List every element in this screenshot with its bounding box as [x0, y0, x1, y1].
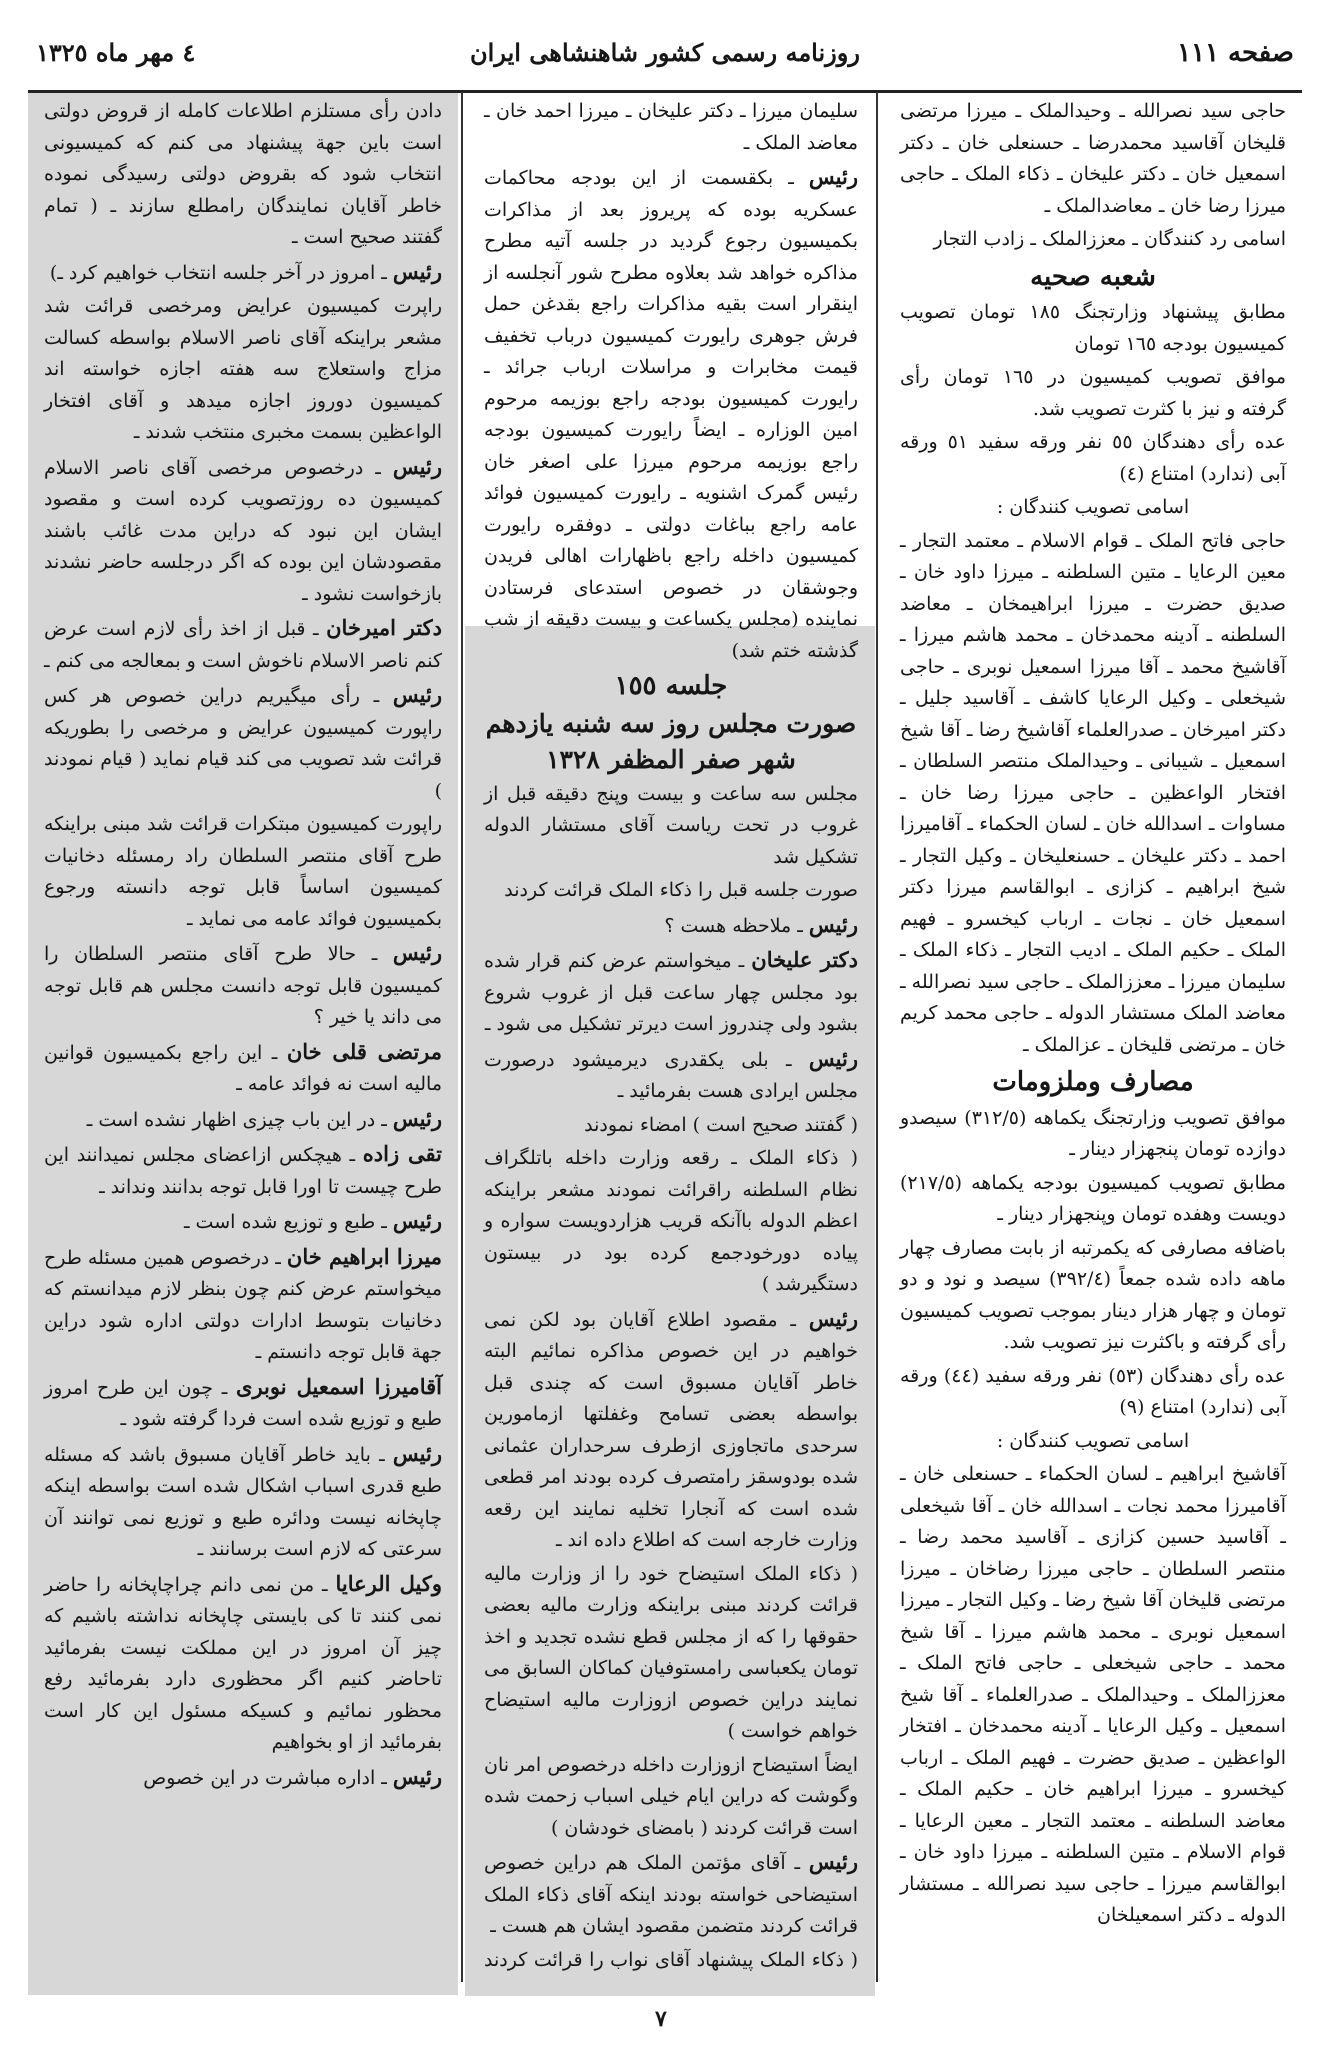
issue-date: ٤ مهر ماه ١٣٢٥ [36, 38, 196, 67]
paragraph: حاجی فاتح الملک ـ قوام الاسلام ـ معتمد التجار ـ معین الرعایا ـ متین السلطنه ـ میرزا داود خان ـ صدیق حضرت ـ میرزا ابراهیمخان ـ معاضد السلطنه ـ آدینه محمدخان ـ محمد هاشم میرزا ـ آقاشیخ محمد ـ آقا میرزا اسمعیل نوبری ـ حاجی شیخعلی ـ وکیل الرعایا کاشف ـ آقاسید جلیل ـ دکتر امیرخان ـ صدرالعلماء آقاشیخ رضا ـ آقا شیخ اسمعیل ـ شیبانی ـ وحیدالملک منتصر السلطان ـ افتخار الواعظین ـ حاجی میرزا رضا خان ـ مساوات ـ اسدالله خان ـ لسان الحکماء ـ آقامیرزا احمد ـ دکتر علیخان ـ حسنعلیخان ـ وکیل التجار ـ شیخ ابراهیم ـ کزازی ـ ابوالقاسم میرزا دکتر اسمعیل خان ـ نجات ـ ارباب کیخسرو ـ فهیم الملک ـ حکیم الملک ـ ادیب التجار ـ ذکاء الملک ـ سلیمان میرزا ـ معززالملک ـ حاجی سید نصرالله ـ معاضد الملک مستشار الدوله ـ حاجی محمد کریم خان ـ مرتضی قلیخان ـ عزالملک ـ [900, 529, 1286, 1056]
paragraph-text: ـ آقای مؤتمن الملک هم دراین خصوص استیضاحی خواسته بودند اینکه آقای ذکاء الملک قرائت کردند متضمن مقصود ایشان هم هست ـ [484, 1852, 858, 1937]
speaker-name: دکتر امیرخان [326, 615, 442, 640]
column-middle [468, 92, 874, 1980]
masthead-title: روزنامه رسمی کشور شاهنشاهی ایران [470, 38, 860, 67]
speaker-name: میرزا ابراهیم خان [286, 1243, 442, 1269]
paragraph-text: ـ چون این طرح امروز طبع و توزیع شده است فردا گرفته شود ـ [44, 1376, 442, 1430]
speaker-name: رئیس [392, 682, 442, 707]
speaker-name: رئیس [392, 1440, 442, 1466]
paragraph [44, 1568, 442, 1759]
paragraph [484, 1303, 858, 1557]
paragraph: صورت جلسه قبل را ذکاء الملک قرائت کردند [504, 879, 858, 901]
paragraph [44, 679, 442, 807]
paragraph-text: ـ حالا طرح آقای منتصر السلطان را کمیسیون قابل توجه دانست مجلس هم قابل توجه می داند یا خیر ؟ [44, 943, 442, 1028]
speaker-name: رئیس [808, 1305, 858, 1331]
paragraph [44, 1103, 442, 1137]
paragraph-text: ـ اداره مباشرت در این خصوص [143, 1766, 387, 1789]
paragraph [44, 937, 442, 1034]
session-title: صورت مجلس روز سه شنبه یازدهم [485, 708, 857, 738]
paragraph [484, 161, 858, 667]
paragraph-text: ـ رأی میگیریم دراین خصوص هر کس راپورت کمیسیون عرایض و مرخصی را بطوریکه قرائت شد تصویب می کند قیام نماید ( قیام نمودند ) [44, 685, 442, 802]
speaker-name: رئیس [392, 1105, 442, 1131]
section-title: شعبه صحیه [1030, 261, 1156, 292]
paragraph-text: ـ امروز در آخر جلسه انتخاب خواهیم کرد ـ) [49, 261, 387, 284]
paragraph-text: ـ در این باب چیزی اظهار نشده است ـ [86, 1108, 387, 1131]
paragraph: حاجی سید نصرالله ـ وحیدالملک ـ میرزا مرتضی قلیخان آقاسید محمدرضا ـ حسنعلی خان ـ دکتر اسمعیل خان ـ دکتر علیخان ـ ذکاء الملک ـ حاجی میرزا رضا خان ـ معاضدالملک ـ [900, 100, 1286, 217]
paragraph-text: ـ بلی یکقدری دیرمیشود درصورت مجلس ایرادی هست بفرمائید ـ [484, 1048, 858, 1102]
paragraph: ( ذکاء الملک ـ رقعه وزارت داخله باتلگراف نظام السلطنه راقرائت نمودند مشعر براینکه اعظم الدوله باآنکه قریب هزاردویست سواره و پیاده دورخودجمع کرده بود در بیستون دستگیرشد ) [484, 1147, 858, 1295]
speaker-name: رئیس [808, 164, 858, 189]
paragraph: عده رأی دهندگان (٥٣) نفر ورقه سفید (٤٤) ورقه آبی (ندارد) امتناع (٩) [900, 1364, 1286, 1418]
speaker-name: رئیس [392, 453, 443, 479]
paragraph-text: ـ قبل از اخذ رأی لازم است عرض کنم ناصر الاسلام ناخوش است و بمعالجه می کنم ـ [44, 618, 442, 672]
speaker-name: رئیس [808, 1045, 858, 1071]
column-rule-left [461, 92, 463, 1982]
paragraph [44, 1371, 442, 1436]
speaker-name: رئیس [808, 1849, 858, 1874]
column-left [28, 92, 458, 1980]
paragraph: ایضاً استیضاح ازوزارت داخله درخصوص امر نان وگوشت که دراین ایام خیلی اسباب زحمت شده است قرائت کردند ( بامضای خودشان ) [484, 1753, 858, 1839]
paragraph: باضافه مصارفی که یکمرتبه از بابت مصارف چهار ماهه داده شده جمعاً (٣٩٢/٤) سیصد و نود و دو تومان و چهار هزار دینار بموجب تصویب کمیسیون رأی گرفته و باکثرت نیز تصویب شد. [900, 1236, 1287, 1353]
speaker-name: رئیس [392, 258, 442, 284]
speaker-name: دکتر علیخان [751, 947, 859, 972]
column-rule-right [876, 92, 878, 1982]
page-header [28, 26, 1302, 93]
paragraph: اسامی رد کنندگان ـ معززالملک ـ زادب التجار [933, 228, 1286, 250]
speaker-name: مرتضی قلی خان [286, 1038, 442, 1064]
paragraph: ( ذکاء الملک استیضاح خود را از وزارت مالیه قرائت کردند مبنی براینکه وزارت مالیه بعضی حقوقها را که از مجلس قطع نشده تجدید و اخذ تومان یکعباسی رامستوفیان کماکان السابق می نمایند دراین خصوص ازوزارت مالیه استیضاح خواهم خواست ) [484, 1562, 858, 1742]
paragraph-text: ـ مقصود اطلاع آقایان بود لکن نمی خواهیم در این خصوص مذاکره نمائیم البته خاطر آقایان مسبوق است که چندی قبل بواسطه بعضی تسامح وغفلتها ازمامورین سرحدی ماتجاوزی ازطرف سرحداران عثمانی شده بودوسقز رامتصرف کرده بودند امر قطعی شده است که آنجارا تخلیه نمایند این رقعه وزارت خارجه است که اطلاع داده اند ـ [484, 1308, 858, 1551]
paragraph-text: ـ درخصوص همین مسئله طرح میخواستم عرض کنم چون بنظر لازم میدانستم که دخانیات بتوسط ادارات دولتی اداره شود دراین جهة قابل توجه دانستم ـ [44, 1246, 442, 1363]
paragraph [484, 944, 858, 1041]
paragraph: موافق تصویب کمیسیون در ١٦٥ تومان رأی گرفته و نیز با کثرت تصویب شد. [900, 366, 1287, 420]
paragraph: آقاشیخ ابراهیم ـ لسان الحکماء ـ حسنعلی خان ـ آقامیرزا محمد نجات ـ اسدالله خان ـ آقا شیخعلی ـ آقاسید حسین کزازی ـ آقاسید محمد رضا ـ منتصر السلطان ـ حاجی میرزا رضاخان ـ میرزا مرتضی قلیخان آقا شیخ رضا ـ وکیل التجار ـ میرزا اسمعیل نوبری ـ محمد هاشم میرزا ـ آقا شیخ محمد ـ حاجی شیخعلی ـ حاجی فاتح الملک ـ معززالملک ـ وحیدالملک ـ صدرالعلماء ـ آقا شیخ اسمعیل ـ وکیل الرعایا ـ آدینه محمدخان ـ افتخار الواعظین ـ صدیق حضرت ـ فهیم الملک ـ ارباب کیخسرو ـ میرزا ابراهیم خان ـ حکیم الملک ـ معاضد السلطنه ـ معتمد التجار ـ معین الرعایا ـ قوام الاسلام ـ متین السلطنه ـ میرزا داود خان ـ ابوالقاسم میرزا ـ حاجی سید نصرالله ـ مستشار الدوله ـ دکتر اسمعیلخان [900, 1463, 1286, 1926]
paragraph [44, 451, 442, 611]
paragraph-text: ـ باید خاطر آقایان مسبوق باشد که مسئله طبع قدری اسباب اشکال شده است بواسطه اینکه چاپخانه نیست ودائره طبع و توزیع نمی توانند آن سرعتی که لازم است برسانند ـ [44, 1443, 442, 1560]
paragraph [44, 1205, 442, 1239]
paragraph: راپورت کمیسیون مبتکرات قرائت شد مبنی براینکه طرح آقای منتصر السلطان راد رمسئله دخانیات کمیسیون اساساً قابل توجه دانسته ورجوع بکمیسیون فوائد عامه می نماید ـ [44, 813, 442, 930]
paragraph: عده رأی دهندگان ٥٥ نفر ورقه سفید ٥١ ورقه آبی (ندارد) امتناع (٤) [900, 431, 1286, 485]
paragraph-text: ـ درخصوص مرخصی آقای ناصر الاسلام کمیسیون ده روزتصویب کرده است و مقصود ایشان این نبود که دراین مدت غائب باشند مقصودشان این بوده که اگر درجلسه حاضر نشدند بازخواست نشود ـ [44, 456, 443, 605]
session-number: جلسه ١٥٥ [614, 671, 728, 701]
paragraph-text: ـ بکقسمت از این بودجه محاکمات عسکریه بوده که پریروز بعد از مذاکرات بکمیسیون رجوع گردید در جلسه آتیه مطرح مذاکره خواهد شد بعلاوه مطرح شور آنجلسه از اینقرار است بقیه مذاکرات راجع بقدغن حمل فرش جوهری رایورت کمیسیون درباب تخفیف قیمت مخابرات و مراسلات ارباب جرائد ـ رایورت کمیسیون بودجه راجع بوزیمه مرحوم امین الوزاره ـ ایضاً رایورت کمیسیون بودجه راجع بوزیمه مرحوم میرزا علی اصغر خان رئیس گمرک اشنویه ـ رایورت کمیسیون فوائد عامه راجع بباغات دولتی ـ دوفقره رایورت کمیسیون داخله راجع باظهارات اهالی فریدن وجوشقان در خصوص استدعای فرستادن نماینده (مجلس یکساعت و بیست دقیقه از شب گذشته ختم شد) [484, 167, 858, 662]
paragraph: دادن رأی مستلزم اطلاعات کامله از قروض دولتی است باین جهة پیشنهاد می کنم که کمیسیونی انتخاب شود که بقروض دولتی رسیدگی نموده خاطر آقایان نمایندگان رامطلع سازند ـ ( تمام گفتند صحیح است ـ [44, 100, 442, 248]
paragraph-text: ـ من نمی دانم چراچاپخانه را حاضر نمی کنند تا کی بایستی چاپخانه نداشته باشیم که چیز آن امروز در این مملکت نیست بفرمائید تاحاضر کنیم اگر محظوری دارد بفرمائید رفع محظور نمائیم و کسیکه مسئول این کار است بفرمائید از او بخواهیم [44, 1573, 442, 1753]
paragraph: سلیمان میرزا ـ دکتر علیخان ـ میرزا احمد خان ـ معاضد الملک ـ [484, 100, 858, 154]
paragraph-text: ـ طبع و توزیع شده است ـ [183, 1211, 387, 1233]
paragraph: مطابق تصویب کمیسیون بودجه یکماهه (٢١٧/٥) دویست وهفده تومان وپنجهزار دینار ـ [900, 1171, 1286, 1225]
paragraph [44, 1138, 442, 1203]
paragraph-text: ـ این راجع بکمیسیون قوانین مالیه است نه فوائد عامه ـ [44, 1041, 442, 1095]
page-number: ٧ [655, 2006, 667, 2032]
session-date: شهر صفر المظفر ١٣٢٨ [546, 744, 796, 774]
speaker-name: رئیس [808, 911, 858, 937]
column-right [884, 92, 1302, 1980]
paragraph: راپرت کمیسیون عرایض ومرخصی قرائت شد مشعر براینکه آقای ناصر الاسلام بواسطه کسالت مزاج واستعلاج سه هفته اجازه خواسته اند کمیسیون دوروز اجازه میدهد و آقای افتخار الواعظین بسمت مخبری منتخب شدند ـ [44, 295, 442, 443]
paragraph-text: ـ ملاحظه هست ؟ [664, 914, 803, 937]
paragraph-text: ـ هیچکس ازاعضای مجلس نمیدانند این طرح چیست تا اورا قابل توجه بدانند ونداند ـ [44, 1144, 442, 1198]
speaker-name: رئیس [392, 940, 442, 965]
paragraph [44, 1036, 442, 1101]
paragraph [44, 1241, 442, 1369]
paragraph: ( گفتند صحیح است ) امضاء نمودند [584, 1113, 858, 1136]
paragraph [44, 1438, 442, 1566]
paragraph: مجلس سه ساعت و بیست وپنج دقیقه قبل از غروب در تحت ریاست آقای مستشار الدوله تشکیل شد [484, 782, 858, 868]
paragraph [484, 1043, 858, 1108]
page-label: صفحه ١١١ [1177, 38, 1294, 68]
speaker-name: رئیس [392, 1208, 442, 1233]
speaker-name: تقی زاده [362, 1141, 442, 1166]
paragraph [44, 1761, 442, 1795]
paragraph: اسامی تصویب کنندگان : [996, 1429, 1190, 1452]
paragraph: ( ذکاء الملک پیشنهاد آقای نواب را قرائت کردند [484, 1948, 858, 1971]
paragraph: اسامی تصویب کنندگان : [996, 496, 1190, 518]
speaker-name: رئیس [392, 1763, 442, 1789]
paragraph [44, 612, 442, 677]
paragraph-text: ـ میخواستم عرض کنم قرار شده بود مجلس چهار ساعت قبل از غروب شروع بشود ولی چندروز است دیرتر تشکیل می شود ـ [484, 950, 858, 1035]
paragraph: مطابق پیشنهاد وزارتجنگ ١٨٥ تومان تصویب کمیسیون بودجه ١٦٥ تومان [900, 301, 1286, 355]
paragraph [484, 1846, 858, 1943]
speaker-name: وکیل الرعایا [335, 1570, 443, 1596]
section-title: مصارف وملزومات [992, 1067, 1194, 1097]
paragraph [484, 909, 858, 943]
speaker-name: آقامیرزا اسمعیل نوبری [236, 1373, 442, 1399]
paragraph [44, 256, 442, 290]
paragraph: موافق تصویب وزارتجنگ یکماهه (٣١٢/٥) سیصدو دوازده تومان پنجهزار دینار ـ [900, 1106, 1287, 1160]
